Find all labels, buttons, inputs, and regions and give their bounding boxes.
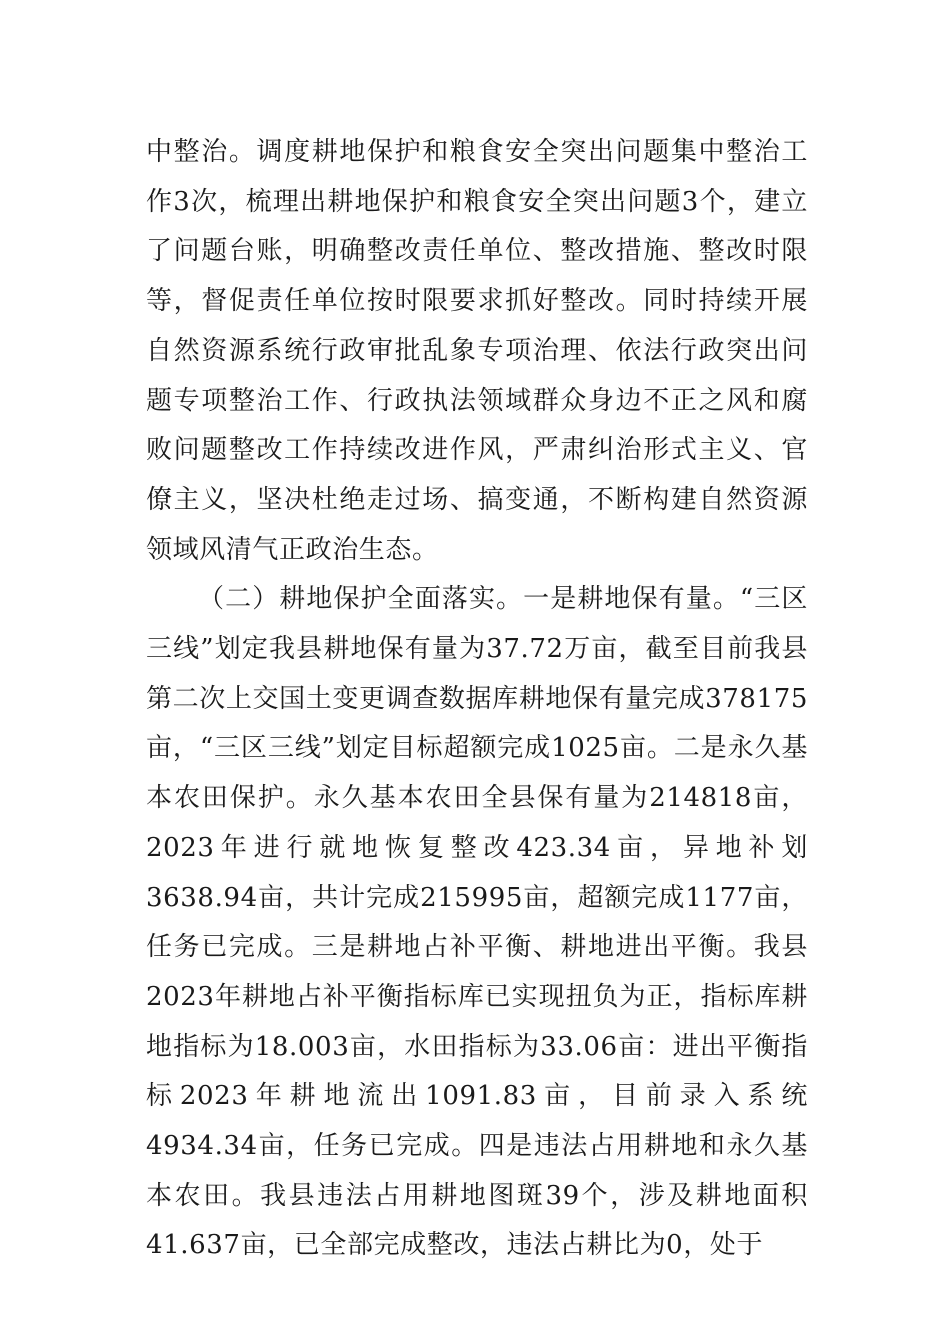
document-body xyxy=(146,128,808,1271)
paragraph-continuation: 中整治。调度耕地保护和粮食安全突出问题集中整治工作3次，梳理出耕地保护和粮食安全突出问题3个，建立了问题台账，明确整改责任单位、整改措施、整改时限等，督促责任单位按时限要求抓好整改。同时持续开展自然资源系统行政审批乱象专项治理、依法行政突出问题专项整治工作、行政执法领域群众身边不正之风和腐败问题整改工作持续改进作风，严肃纠治形式主义、官僚主义，坚决杜绝走过场、搞变通，不断构建自然资源领域风清气正政治生态。 xyxy=(146,137,808,565)
paragraph-farmland-protection: （二）耕地保护全面落实。一是耕地保有量。“三区三线”划定我县耕地保有量为37.72万亩，截至目前我县第二次上交国土变更调查数据库耕地保有量完成378175亩，“三区三线”划定目标超额完成1025亩。二是永久基本农田保护。永久基本农田全县保有量为214818亩，2023年进行就地恢复整改423.34亩，异地补划3638.94亩，共计完成215995亩，超额完成1177亩，任务已完成。三是耕地占补平衡、耕地进出平衡。我县2023年耕地占补平衡指标库已实现扭负为正，指标库耕地指标为18.003亩，水田指标为33.06亩：进出平衡指标2023年耕地流出1091.83亩，目前录入系统4934.34亩，任务已完成。四是违法占用耕地和永久基本农田。我县违法占用耕地图斑39个，涉及耕地面积41.637亩，已全部完成整改，违法占耕比为0，处于 xyxy=(146,584,808,1261)
